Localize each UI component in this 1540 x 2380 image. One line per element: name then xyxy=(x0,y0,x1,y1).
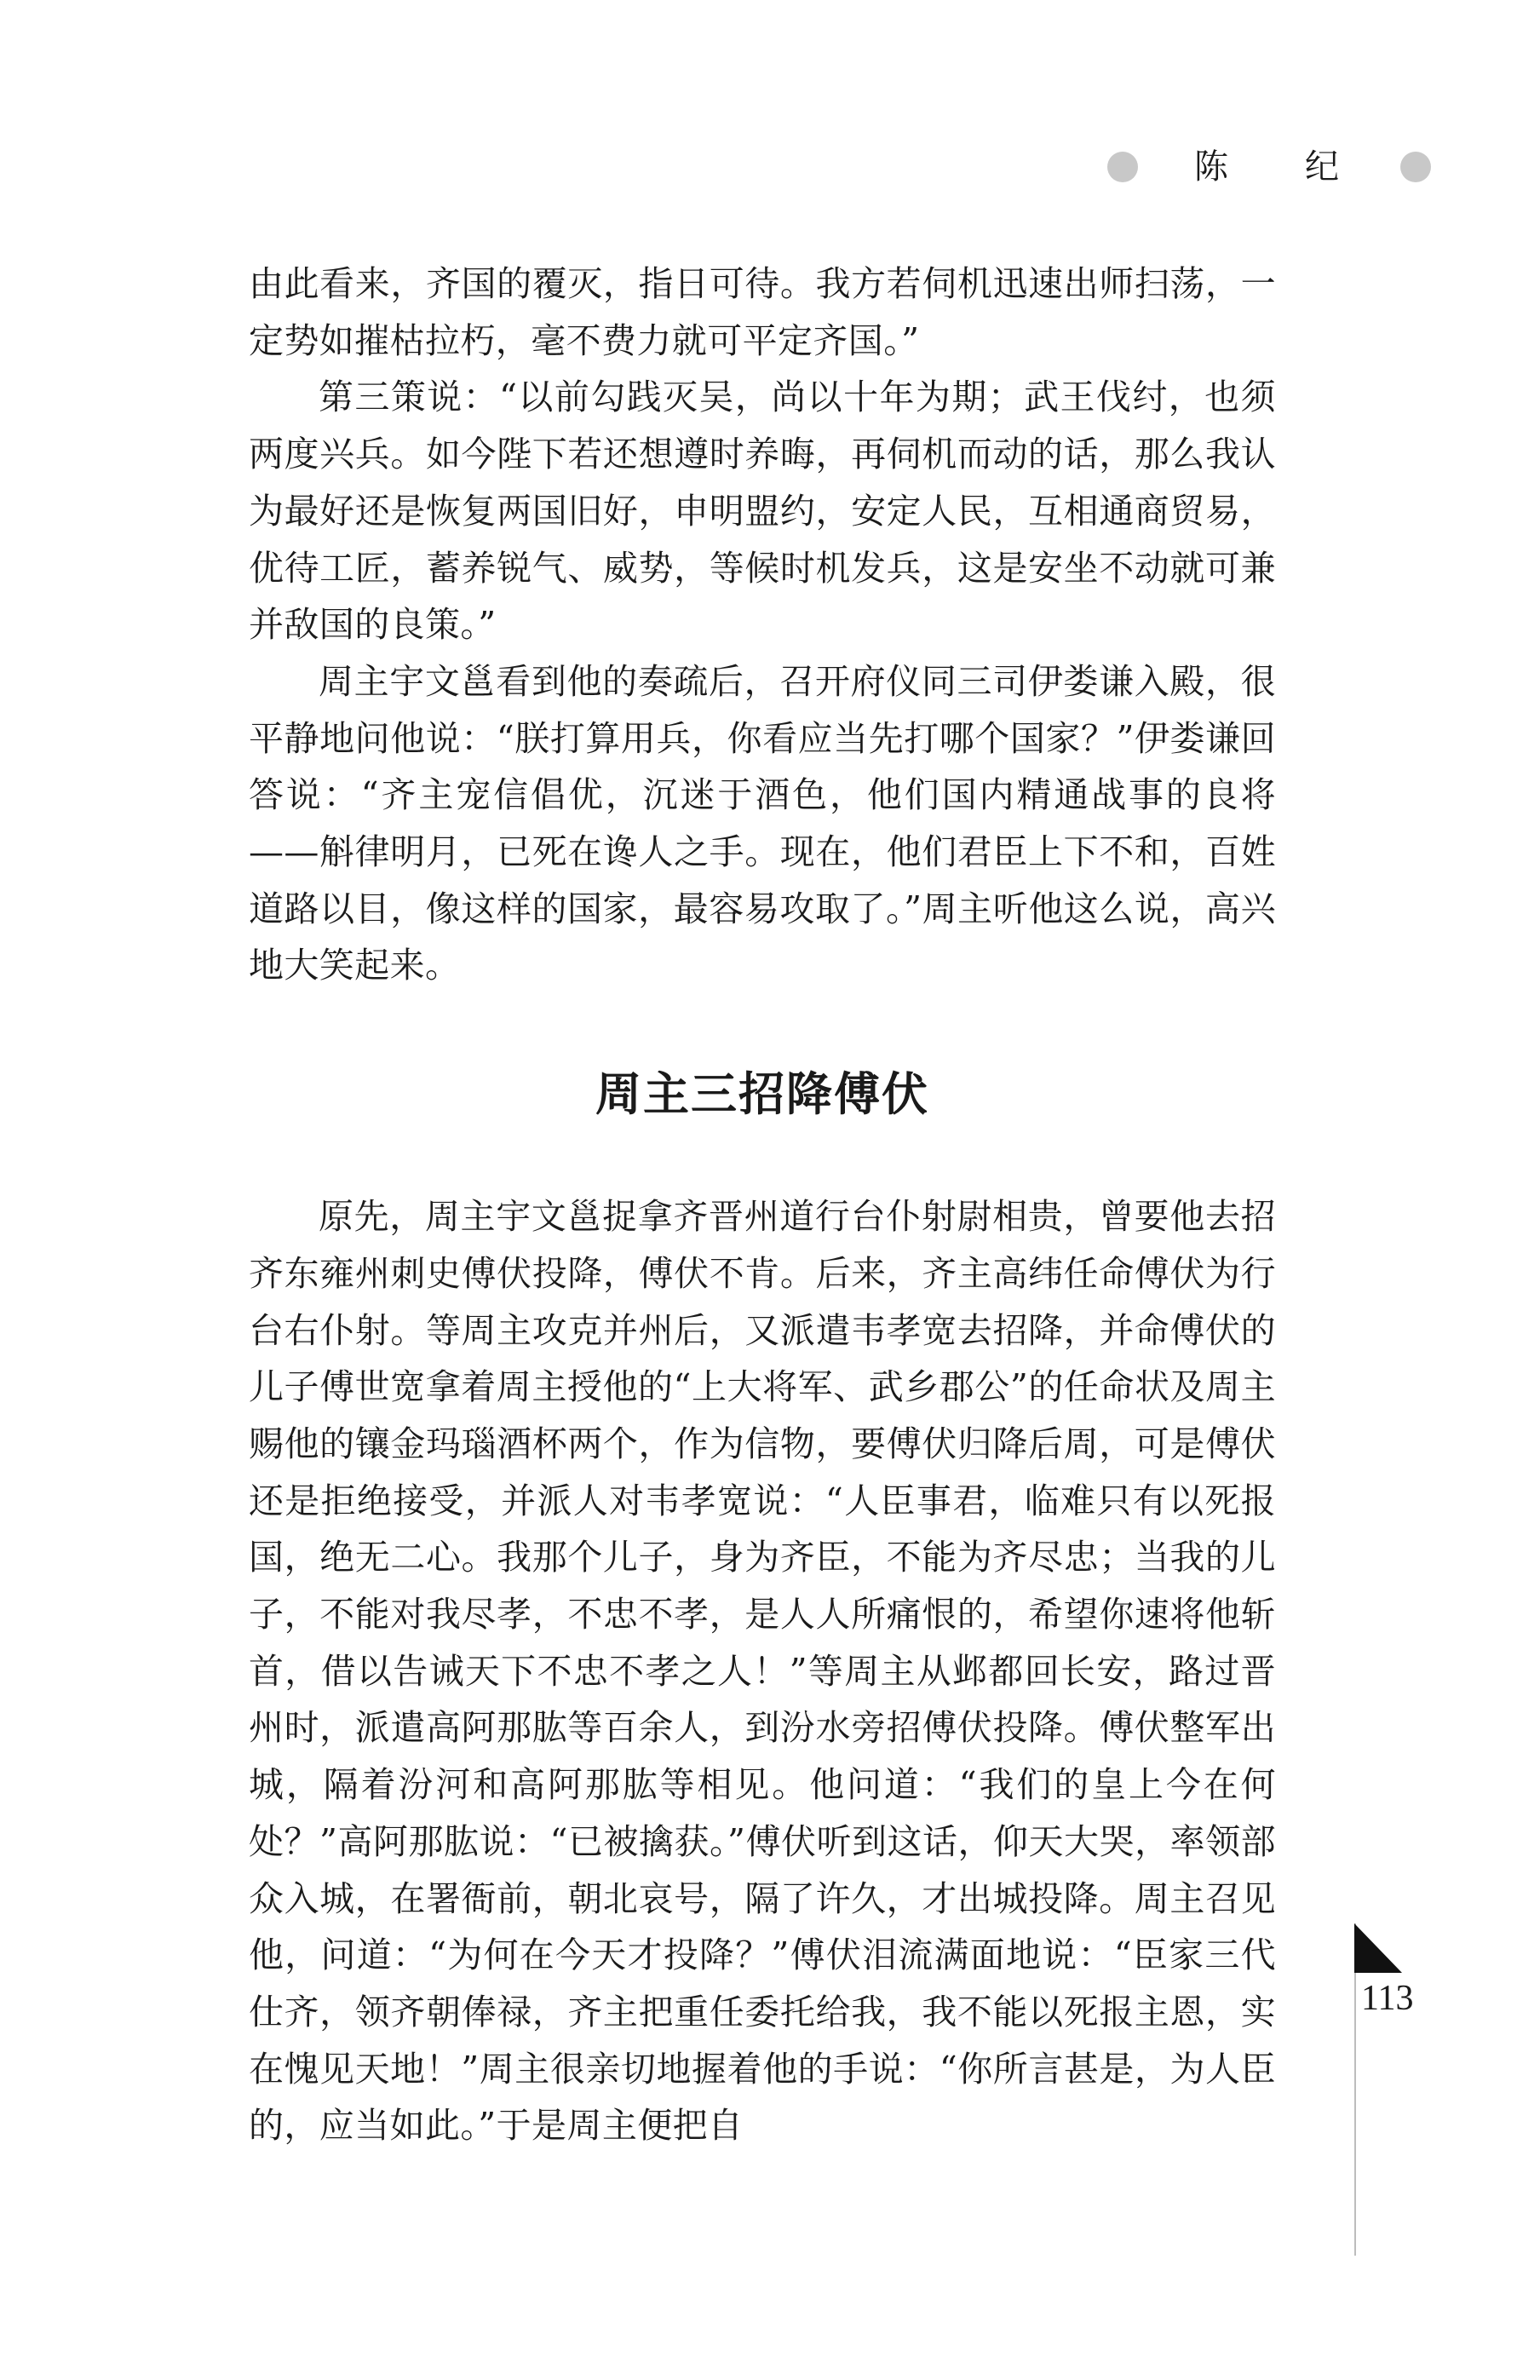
chapter-title-char-1: 陈 xyxy=(1194,147,1228,187)
paragraph-fu-fu: 原先，周主宇文邕捉拿齐晋州道行台仆射尉相贵，曾要他去招齐东雍州刺史傅伏投降，傅伏不肯。后来，齐主高纬任命傅伏为行台右仆射。等周主攻克并州后，又派遣韦孝宽去招降，并命傅伏的儿子傅世宽拿着周主授他的“上大将军、武乡郡公”的任命状及周主赐他的镶金玛瑙酒杯两个，作为信物，要傅伏归降后周，可是傅伏还是拒绝接受，并派人对韦孝宽说：“人臣事君，临难只有以死报国，绝无二心。我那个儿子，身为齐臣，不能为齐尽忠；当我的儿子，不能对我尽孝，不忠不孝，是人人所痛恨的，希望你速将他斩首，借以告诫天下不忠不孝之人！”等周主从邺都回长安，路过晋州时，派遣高阿那肱等百余人，到汾水旁招傅伏投降。傅伏整军出城，隔着汾河和高阿那肱等相见。他问道：“我们的皇上今在何处？”高阿那肱说：“已被擒获。”傅伏听到这话，仰天大哭，率领部众入城，在署衙前，朝北哀号，隔了许久，才出城投降。周主召见他，问道：“为何在今天才投降？”傅伏泪流满面地说：“臣家三代仕齐，领齐朝俸禄，齐主把重任委托给我，我不能以死报主恩，实在愧见天地！”周主很亲切地握着他的手说：“你所言甚是，为人臣的，应当如此。”于是周主便把自 xyxy=(249,1196,1276,2147)
paragraph-third-strategy: 第三策说：“以前勾践灭吴，尚以十年为期；武王伐纣，也须两度兴兵。如今陛下若还想遵时养晦，再伺机而动的话，那么我认为最好还是恢复两国旧好，申明盟约，安定人民，互相通商贸易，优待工匠，蓄养锐气、威势，等候时机发兵，这是安坐不动就可兼并敌国的良策。” xyxy=(249,377,1276,646)
page-corner-triangle-icon xyxy=(1354,1923,1402,1973)
margin-rule xyxy=(1354,1923,1356,2256)
header-dot-right-icon xyxy=(1400,152,1431,182)
running-header xyxy=(1107,143,1431,203)
paragraph-yilou-qian: 周主宇文邕看到他的奏疏后，召开府仪同三司伊娄谦入殿，很平静地问他说：“朕打算用兵，你看应当先打哪个国家？”伊娄谦回答说：“齐主宠信倡优，沉迷于酒色，他们国内精通战事的良将——斛律明月，已死在谗人之手。现在，他们君臣上下不和，百姓道路以目，像这样的国家，最容易攻取了。”周主听他这么说，高兴地大笑起来。 xyxy=(249,660,1276,986)
paragraph-continuation: 由此看来，齐国的覆灭，指日可待。我方若伺机迅速出师扫荡，一定势如摧枯拉朽，毫不费力就可平定齐国。” xyxy=(249,263,1276,361)
body-text xyxy=(249,256,1276,2154)
page-number: 113 xyxy=(1361,1979,1414,2018)
chapter-title-char-2: 纪 xyxy=(1305,147,1339,187)
header-dot-left-icon xyxy=(1107,152,1138,182)
section-title: 周主三招降傅伏 xyxy=(595,1067,929,1122)
